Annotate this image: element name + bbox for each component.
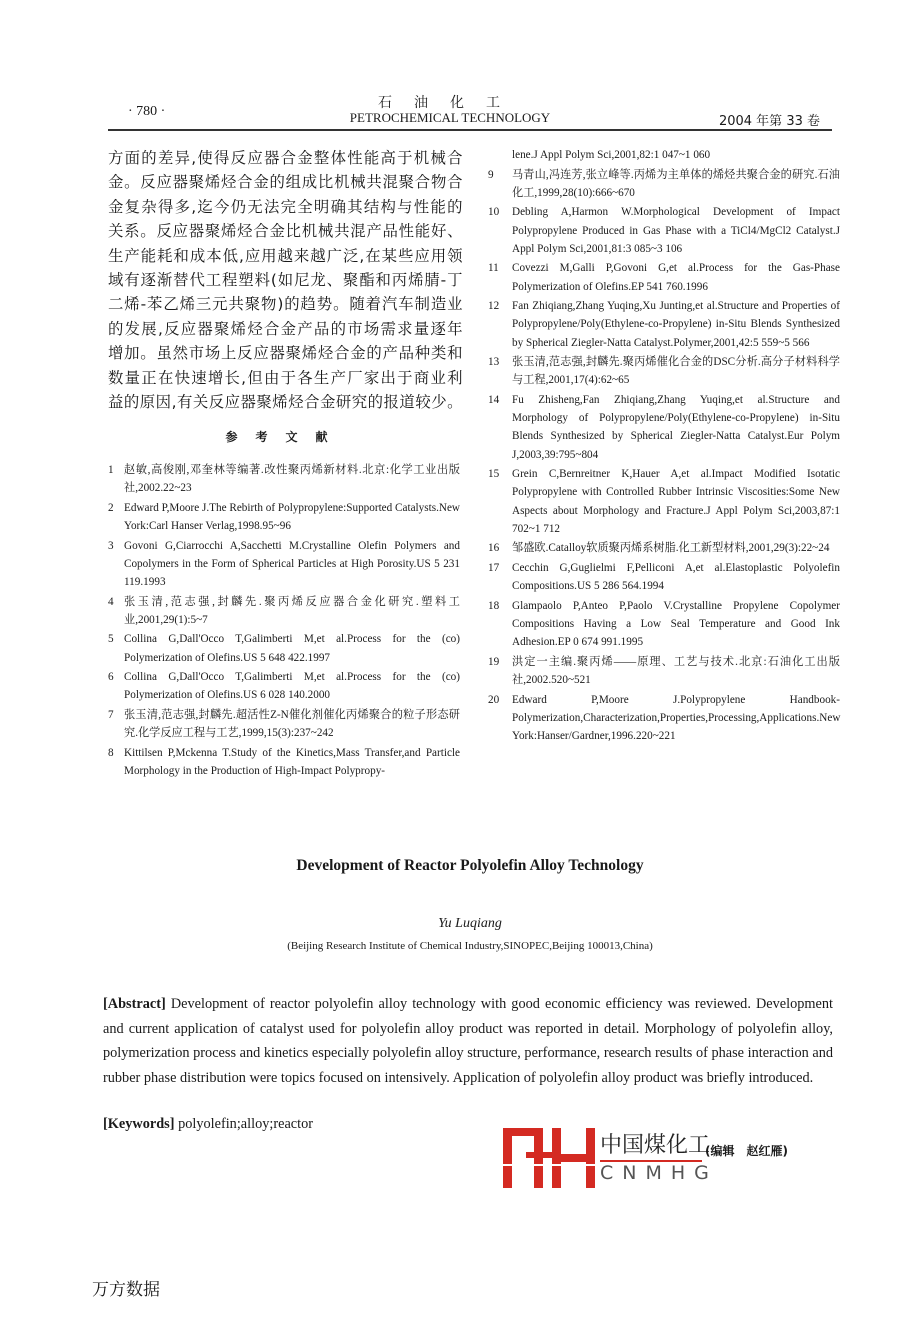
reference-number: 6: [108, 671, 114, 684]
reference-number: 11: [488, 262, 499, 275]
reference-item: [488, 597, 840, 652]
references-left-column: [108, 461, 460, 782]
keywords-text: polyolefin;alloy;reactor: [178, 1116, 314, 1132]
reference-number: 1: [108, 464, 114, 476]
reference-number: 10: [488, 206, 500, 219]
reference-text: Fan Zhiqiang,Zhang Yuqing,Xu Junting,et al.Structure and Properties of Polypropylene/Poly(Ethylene-co-Propylene) in-Situ Blends Synthesized by Spherical Ziegler-Natta Catalyst.Polymer,2001,42:5 559~5 566: [512, 300, 840, 349]
reference-item: [488, 353, 840, 389]
reference-number: 18: [488, 599, 500, 612]
abstract-label: [Abstract]: [103, 996, 166, 1012]
abstract-text: Development of reactor polyolefin alloy technology with good economic efficiency was reviewed. Development and current application of catalyst used for polyolefin alloy product was reported in detail. Morphology of polyolefin alloy, polymerization process and kinetics especially polyolefin alloy structure, performance, research results of phase interaction and rubber phase distribution were topics focused on intensively. Application of polyolefin alloy product was briefly introduced.: [103, 996, 834, 1086]
volume-info: 2004 年第 33 卷: [718, 114, 820, 129]
reference-number: 17: [488, 561, 500, 574]
reference-text: 邹盛欧.Catalloy软质聚丙烯系树脂.化工新型材料,2001,29(3):22~24: [512, 542, 830, 555]
reference-text: Kittilsen P,Mckenna T.Study of the Kinetics,Mass Transfer,and Particle Morphology in the Production of High-Impact Polypropy-: [124, 746, 460, 777]
reference-number: 16: [488, 542, 500, 555]
reference-item: [488, 465, 840, 538]
body-line: 的发展,反应器聚烯烃合金产品的市场需求量逐年: [108, 319, 463, 338]
body-line: 域有逐渐替代工程塑料(如尼龙、聚酯和丙烯腈-丁: [108, 270, 463, 289]
header-rule: [108, 129, 832, 131]
reference-number: 3: [108, 539, 114, 552]
reference-text: Debling A,Harmon W.Morphological Development of Impact Polypropylene Produced in Gas Phase with a TiCl4/MgCl2 Catalyst.J Appl Polym Sci,2001,81:3 085~3 106: [512, 206, 840, 255]
reference-item: [108, 499, 460, 535]
reference-item: [108, 630, 460, 666]
body-text: [108, 146, 463, 414]
reference-number: 15: [488, 468, 500, 481]
body-line: 金。反应器聚烯烃合金的组成比机械共混聚合物合: [108, 173, 463, 192]
editor-note: (编辑 赵红雁): [705, 1144, 788, 1158]
abstract: [103, 992, 833, 1090]
references-right-column: [488, 146, 840, 747]
page-number: · 780 ·: [128, 104, 166, 119]
reference-item: [108, 744, 460, 780]
journal-title-en: PETROCHEMICAL TECHNOLOGY: [349, 110, 551, 125]
reference-text: Edward P,Moore J.Polypropylene Handbook-Polymerization,Characterization,Properties,Processing,Applications.New York:Hanser/Gardner,1996.220~221: [512, 693, 841, 742]
reference-number: 7: [108, 708, 114, 721]
reference-number: 19: [488, 655, 500, 668]
reference-number: 20: [488, 693, 500, 706]
cnmhg-logo-icon: [500, 1128, 598, 1188]
reference-text: Grein C,Bernreitner K,Hauer A,et al.Impact Modified Isotatic Polypropylene with Controlled Rubber Intrinsic Viscosities:Some New Aspects about Morphology and Fracture.J Appl Polym Sci,2003,87:1 702~1 712: [512, 468, 840, 535]
references-heading: 参考文献: [225, 430, 346, 444]
reference-number: 12: [488, 300, 500, 313]
reference-text: 张玉清,范志强,封麟先.聚丙烯反应器合金化研究.塑料工业,2001,29(1):5~7: [124, 595, 460, 626]
reference-item: [108, 706, 460, 742]
reference-item: [488, 559, 840, 595]
logo-text-en: CNMHG: [600, 1162, 718, 1184]
reference-number: 14: [488, 393, 500, 406]
affiliation: (Beijing Research Institute of Chemical Industry,SINOPEC,Beijing 100013,China): [287, 940, 653, 952]
reference-text: 赵敏,高俊刚,邓奎林等编著.改性聚丙烯新材料.北京:化学工业出版社,2002.22~23: [124, 464, 460, 495]
reference-item: [488, 166, 840, 202]
journal-title-cn: 石油化工: [378, 95, 522, 111]
body-line: 增加。虽然市场上反应器聚烯烃合金的产品种类和: [108, 344, 463, 363]
body-line: 关系。反应器聚烯烃合金比机械共混产品性能好、: [108, 222, 463, 241]
body-line: 生产能耗和成本低,应用越来越广泛,在某些应用领: [108, 246, 463, 265]
keywords-label: [Keywords]: [103, 1116, 175, 1132]
reference-text: Collina G,Dall'Occo T,Galimberti M,et al.Process for the (co) Polymerization of Olefins.US 5 648 422.1997: [124, 633, 460, 664]
reference-item: [108, 537, 460, 592]
reference-text: 张玉清,范志强,封麟先.超活性Z-N催化剂催化丙烯聚合的粒子形态研究.化学反应工程与工艺,1999,15(3):237~242: [124, 708, 460, 740]
reference-text: Collina G,Dall'Occo T,Galimberti M,et al.Process for the (co) Polymerization of Olefins.US 6 028 140.2000: [124, 671, 460, 702]
footer-source: 万方数据: [92, 1280, 160, 1300]
reference-item: [108, 668, 460, 704]
reference-text: Cecchin G,Guglielmi F,Pelliconi A,et al.Elastoplastic Polyolefin Compositions.US 5 286 564.1994: [512, 561, 840, 593]
reference-number: 5: [108, 633, 114, 646]
reference-item: [488, 691, 840, 746]
reference-item: [488, 391, 840, 464]
reference-text: Edward P,Moore J.The Rebirth of Polypropylene:Supported Catalysts.New York:Carl Hanser Verlag,1998.95~96: [124, 501, 460, 532]
reference-number: 4: [108, 595, 114, 608]
reference-continuation: lene.J Appl Polym Sci,2001,82:1 047~1 060: [512, 149, 711, 161]
body-line: 益的原因,有关反应器聚烯烃合金研究的报道较少。: [108, 392, 463, 411]
reference-number: 9: [488, 168, 494, 181]
author: Yu Luqiang: [438, 916, 502, 931]
english-title: Development of Reactor Polyolefin Alloy Technology: [296, 857, 644, 874]
reference-text: Covezzi M,Galli P,Govoni G,et al.Process for the Gas-Phase Polymerization of Olefins.EP 541 760.1996: [512, 262, 840, 293]
reference-item: [488, 539, 840, 557]
reference-text: 张玉清,范志强,封麟先.聚丙烯催化合金的DSC分析.高分子材料科学与工程,2001,17(4):62~65: [512, 356, 840, 387]
reference-item: [488, 203, 840, 258]
body-line: 金复杂得多,迄今仍无法完全明确其结构与性能的: [108, 197, 463, 216]
reference-text: Govoni G,Ciarrocchi A,Sacchetti M.Crystalline Olefin Polymers and Copolymers in the Form of Spherical Particles at High Porosity.US 5 231 119.1993: [124, 539, 460, 588]
reference-item: [488, 653, 840, 689]
reference-item: [108, 593, 460, 629]
body-line: 数量正在快速增长,但由于各生产厂家出于商业利: [108, 368, 463, 387]
reference-text: Fu Zhisheng,Fan Zhiqiang,Zhang Yuqing,et al.Structure and Morphology of Polypropylene/Poly(Ethylene-co-Propylene) in-Situ Blends Synthesized by Spherical Ziegler-Natta Catalyst.Eur Polym J,2003,39:795~804: [512, 393, 840, 461]
reference-item: [488, 259, 840, 295]
body-line: 方面的差异,使得反应器合金整体性能高于机械合: [108, 149, 463, 167]
reference-item: [488, 297, 840, 352]
body-line: 二烯-苯乙烯三元共聚物)的趋势。随着汽车制造业: [108, 295, 463, 314]
reference-text: 马青山,冯连芳,张立峰等.丙烯为主单体的烯烃共聚合金的研究.石油化工,1999,28(10):666~670: [512, 168, 840, 199]
reference-text: 洪定一主编.聚丙烯——原理、工艺与技术.北京:石油化工出版社,2002.520~521: [512, 655, 840, 686]
reference-number: 8: [108, 746, 114, 759]
logo-text-cn: 中国煤化工: [600, 1133, 711, 1158]
keywords: [103, 1116, 313, 1133]
reference-item: [108, 461, 460, 497]
reference-number: 13: [488, 356, 500, 369]
reference-number: 2: [108, 501, 114, 514]
reference-text: Glampaolo P,Anteo P,Paolo V.Crystalline Propylene Copolymer Compositions Having a Low Seal Temperature and Good Ink Adhesion.EP 0 674 991.1995: [512, 599, 840, 649]
